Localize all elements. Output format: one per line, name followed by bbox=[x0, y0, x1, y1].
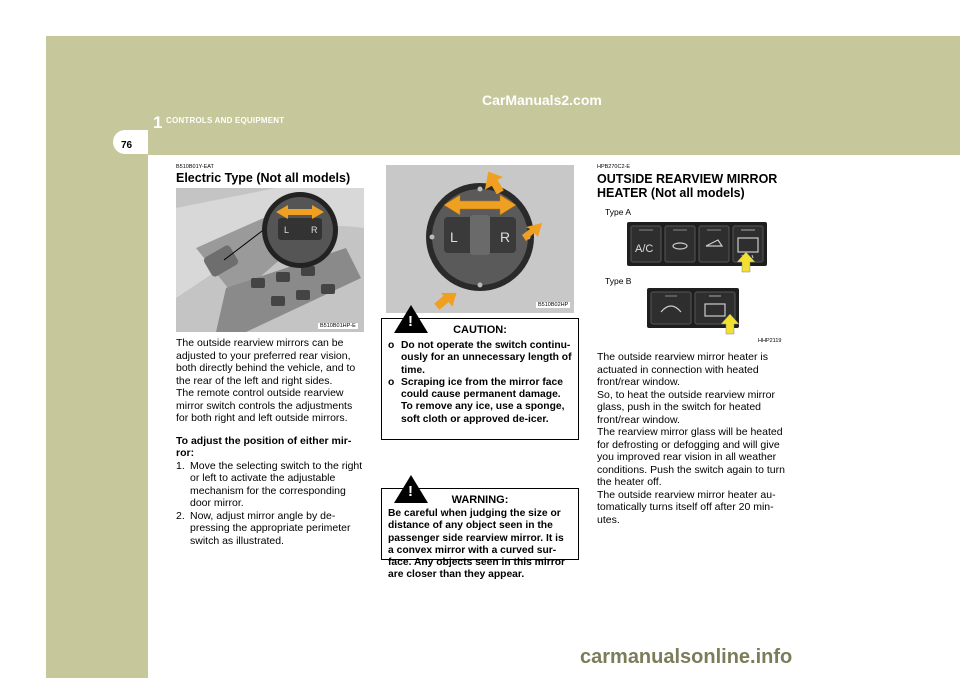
list-item bbox=[176, 510, 366, 548]
caution-box bbox=[381, 313, 579, 440]
right-body-text bbox=[597, 351, 787, 526]
warning-box bbox=[381, 483, 579, 581]
switch-left-label: L bbox=[450, 229, 458, 245]
type-a-label: Type A bbox=[605, 207, 631, 217]
caution-text bbox=[382, 336, 578, 430]
caution-title: CAUTION: bbox=[453, 324, 507, 336]
section-heading: Electric Type (Not all models) bbox=[176, 171, 351, 185]
steps-list bbox=[176, 460, 366, 548]
warning-triangle-icon: ! bbox=[394, 475, 428, 503]
figure-label: B510B01HP-E bbox=[320, 323, 356, 329]
mirror-switch-figure bbox=[386, 165, 574, 313]
chapter-tab bbox=[46, 130, 148, 678]
svg-text:R: R bbox=[311, 225, 318, 235]
section-heading: OUTSIDE REARVIEW MIRROR HEATER (Not all models) bbox=[597, 172, 778, 200]
step-number: 1. bbox=[176, 459, 185, 472]
list-item: o Scraping ice from the mirror face could cause permanent damage. To remove any ice, use a sponge, soft cloth or approved de-icer. bbox=[388, 376, 565, 425]
section-code: B510B01Y-EAT bbox=[176, 164, 214, 170]
door-switch-figure bbox=[176, 188, 364, 332]
left-body-text bbox=[176, 337, 366, 547]
step-number: 2. bbox=[176, 509, 185, 522]
switch-right-label: R bbox=[500, 229, 511, 245]
figure-label: HHP2119 bbox=[758, 338, 782, 344]
svg-text:L: L bbox=[284, 225, 290, 235]
paragraph: The outside rearview mirrors can be adjusted to your preferred rear vision, both directly behind the vehicle, and to the rear of the left and right sides. bbox=[176, 337, 356, 387]
chapter-title: CONTROLS AND EQUIPMENT bbox=[166, 116, 285, 125]
list-item: o Do not operate the switch continu-ously for an unnecessary length of time. bbox=[388, 340, 572, 376]
paragraph: The remote control outside rearview mirror switch controls the adjustments for both right and left outside mirrors. bbox=[176, 387, 353, 424]
subheading: To adjust the position of either mir-ror: bbox=[176, 434, 352, 459]
section-code: HPB270C2-E bbox=[597, 164, 631, 170]
paragraph: So, to heat the outside rearview mirror glass, push in the switch for heated front/rear window. bbox=[597, 388, 775, 426]
page-number: 76 bbox=[121, 140, 133, 151]
paragraph: The outside rearview mirror heater is actuated in connection with heated front/rear window. bbox=[597, 351, 768, 388]
figure-label: B510B02HP bbox=[538, 302, 569, 308]
warning-triangle-icon: ! bbox=[394, 305, 428, 333]
ac-label: A/C bbox=[635, 243, 654, 255]
list-item bbox=[176, 460, 366, 510]
heater-switch-illustration bbox=[597, 200, 785, 345]
warning-title: WARNING: bbox=[451, 494, 509, 506]
paragraph: The rearview mirror glass will be heated for defrosting or defogging and will give you improved rear vision in all weather conditions. Push the switch again to turn the heater off. bbox=[597, 426, 785, 488]
chapter-number: 1 bbox=[153, 113, 163, 132]
footer-watermark[interactable]: carmanualsonline.info bbox=[580, 646, 793, 668]
step-text: Move the selecting switch to the right or left to activate the adjustable mechanism for the corresponding door mirror. bbox=[190, 459, 363, 509]
paragraph: The outside rearview mirror heater au-tomatically turns itself off after 20 min-utes. bbox=[597, 488, 776, 526]
step-text: Now, adjust mirror angle by de-pressing the appropriate perimeter switch as illustrated. bbox=[190, 509, 351, 547]
type-b-label: Type B bbox=[605, 276, 632, 286]
heater-switch-figure bbox=[597, 200, 785, 345]
door-switch-illustration bbox=[176, 188, 364, 332]
mirror-switch-illustration bbox=[386, 165, 574, 313]
watermark-link[interactable]: CarManuals2.com bbox=[482, 92, 602, 108]
warning-text: Be careful when judging the size or distance of any object seen in the passenger side rearview mirror. It is a convex mirror with a curved sur-face. Any objects seen in this mirror are closer than they appear. bbox=[388, 508, 566, 581]
